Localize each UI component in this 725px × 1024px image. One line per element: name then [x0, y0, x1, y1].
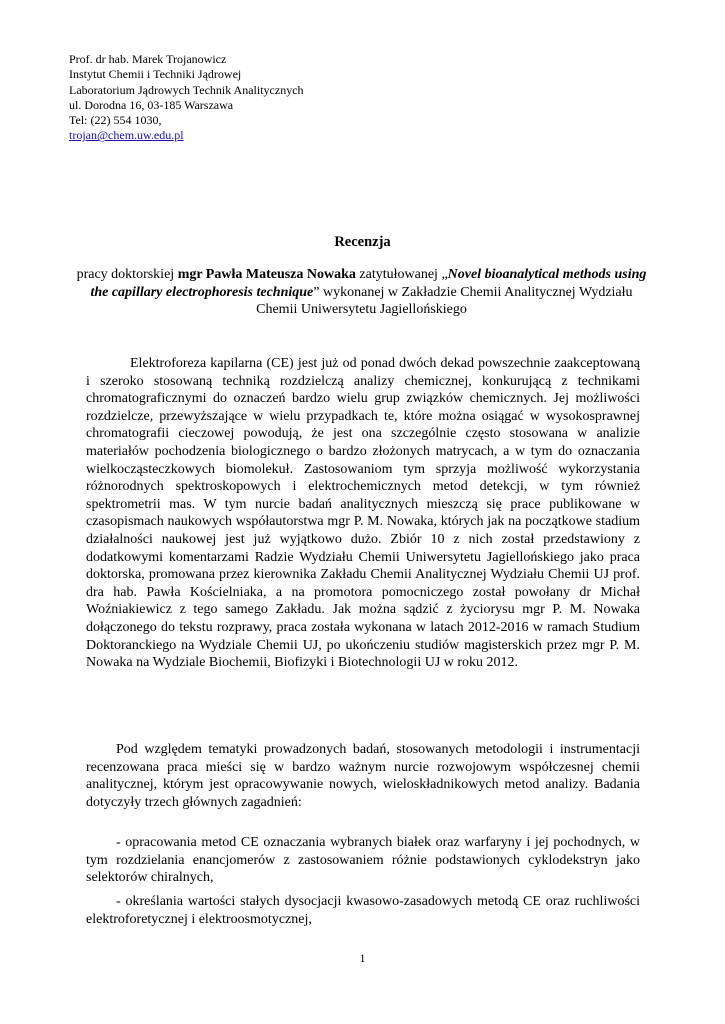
subtitle-text-3: ” wykonanej w Zakładzie Chemii Analitycznej Wydziału Chemii Uniwersytetu Jagiellońskiego	[256, 284, 633, 317]
subtitle-text-1: pracy doktorskiej	[76, 267, 178, 282]
page-number: 1	[359, 951, 366, 965]
review-subject	[69, 266, 654, 319]
author-address-block	[69, 52, 304, 144]
street-address: ul. Dorodna 16, 03-185 Warszawa	[69, 97, 234, 112]
list-item-dissociation-constants: - określania wartości stałych dysocjacji kwasowo-zasadowych metodą CE oraz ruchliwości elektroforetycznej i elektroosmotycznej,	[86, 894, 640, 927]
email-link[interactable]: trojan@chem.uw.edu.pl	[69, 128, 184, 143]
document-title: Recenzja	[334, 234, 391, 250]
paragraph-topics: Pod względem tematyki prowadzonych badań, stosowanych metodologii i instrumentacji recenzowana praca mieści się w bardzo ważnym nurcie rozwojowym współczesnej chemii analitycznej, którym jest opracowywanie nowych, wieloskładnikowych metod analizy. Badania dotyczyły trzech głównych zagadnień:	[86, 742, 640, 810]
author-name: Prof. dr hab. Marek Trojanowicz	[69, 52, 227, 66]
phone-number: Tel: (22) 554 1030,	[69, 113, 162, 128]
subtitle-text-2: zatytułowanej „	[355, 267, 448, 282]
thesis-title: Novel bioanalytical methods using the capillary electrophoresis technique	[90, 267, 647, 300]
institute-name: Instytut Chemii i Techniki Jądrowej	[69, 67, 242, 82]
laboratory-name: Laboratorium Jądrowych Technik Analitycznych	[69, 82, 304, 97]
paragraph-introduction: Elektroforeza kapilarna (CE) jest już od ponad dwóch dekad powszechnie zaakceptowaną i szeroko stosowaną techniką rozdzielczą analizy chemicznej, konkurującą z technikami chromatograficznymi do oznaczeń bardzo wielu grup związków chemicznych. Jej możliwości rozdzielcze, przewyższające w wielu przypadkach te, które można osiągać w wysokosprawnej chromatografii cieczowej powodują, że jest ona szczególnie często stosowana w analizie materiałów pochodzenia biologicznego o bardzo złożonych matrycach, a w tym do oznaczania wielkocząsteczkowych biomolekuł. Zastosowaniom tym sprzyja możliwość wykorzystania różnorodnych spektroskopowych i elektrochemicznych metod detekcji, w tym również spektrometrii mas. W tym nurcie badań analitycznych mieszczą się prace publikowane w czasopismach naukowych współautorstwa mgr P. M. Nowaka, których jak na początkowe stadium działalności naukowej jest już wyjątkowo dużo. Zbiór 10 z nich został przedstawiony z dodatkowymi komentarzami Radzie Wydziału Chemii Uniwersytetu Jagiellońskiego jako praca doktorska, promowana przez kierownika Zakładu Chemii Analitycznej Wydziału Chemii UJ prof. dra hab. Pawła Kościelniaka, a na promotora pomocniczego został powołany dr Michał Woźniakiewicz z tego samego Zakładu. Jak można sądzić z życiorysu mgr P. M. Nowaka dołączonego do tekstu rozprawy, praca została wykonana w latach 2012-2016 w ramach Studium Doktoranckiego na Wydziale Chemii UJ, po ukończeniu studiów magisterskich przez mgr P. M. Nowaka na Wydziale Biochemii, Biofizyki i Biotechnologii UJ w roku 2012.	[86, 356, 640, 671]
candidate-name: mgr Pawła Mateusza Nowaka	[177, 267, 356, 282]
list-item-protein-methods: - opracowania metod CE oznaczania wybranych białek oraz warfaryny i jej pochodnych, w tym rozdzielania enancjomerów z zastosowaniem różnie podstawionych cyklodekstryn jako selektorów chiralnych,	[86, 835, 640, 886]
